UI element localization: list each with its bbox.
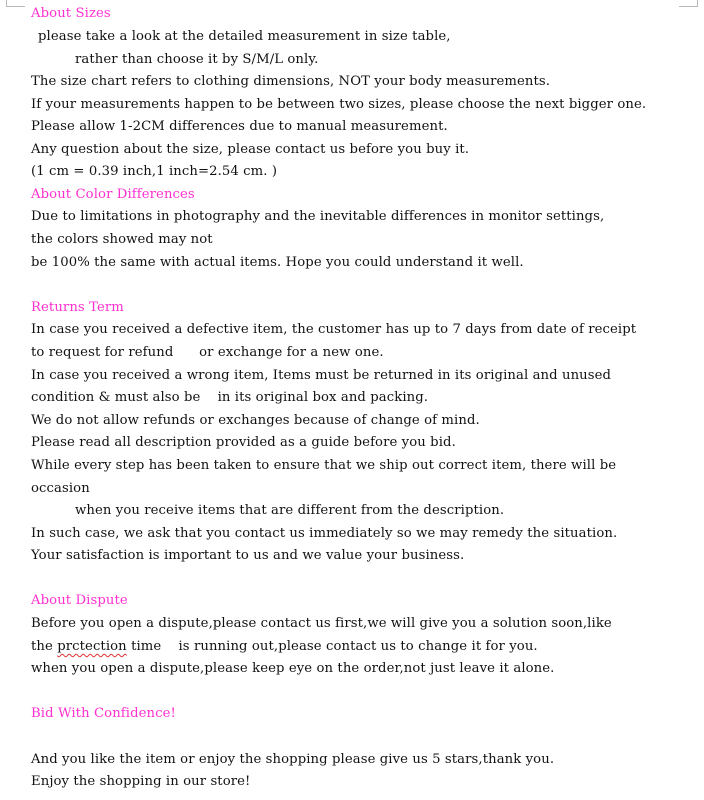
returns-term-heading: Returns Term — [31, 300, 124, 315]
color-line-1: Due to limitations in photography and the inevitable differences in monitor settings, — [31, 209, 605, 224]
sizes-line-4: If your measurements happen to be between two sizes, please choose the next bigger one. — [31, 97, 647, 112]
returns-line-2: to request for refund or exchange for a new one. — [31, 345, 384, 360]
color-line-3: be 100% the same with actual items. Hope you could understand it well. — [31, 255, 524, 270]
dispute-line-1: Before you open a dispute,please contact us first,we will give you a solution soon,like — [31, 616, 612, 631]
about-dispute-heading: About Dispute — [31, 593, 128, 608]
sizes-line-1: please take a look at the detailed measurement in size table, — [38, 29, 451, 44]
page-corner-mark-right — [679, 0, 698, 7]
sizes-line-2: rather than choose it by S/M/L only. — [75, 52, 319, 67]
returns-line-3: In case you received a wrong item, Items must be returned in its original and unused — [31, 368, 612, 383]
about-sizes-heading: About Sizes — [31, 6, 111, 21]
returns-line-7: While every step has been taken to ensure that we ship out correct item, there will be — [31, 458, 617, 473]
returns-line-8: occasion — [31, 481, 90, 496]
dispute-line-2 — [31, 638, 538, 656]
sizes-line-3: The size chart refers to clothing dimensions, NOT your body measurements. — [31, 74, 551, 89]
bid-confidence-heading: Bid With Confidence! — [31, 706, 176, 721]
dispute-line-2-prefix: the — [31, 639, 58, 654]
page-corner-mark-left — [6, 0, 25, 7]
sizes-line-6: Any question about the size, please contact us before you buy it. — [31, 142, 470, 157]
dispute-line-3: when you open a dispute,please keep eye on the order,not just leave it alone. — [31, 661, 555, 676]
returns-line-1: In case you received a defective item, the customer has up to 7 days from date of receipt — [31, 322, 637, 337]
sizes-line-7: (1 cm = 0.39 inch,1 inch=2.54 cm. ) — [31, 164, 278, 179]
returns-line-9: when you receive items that are different from the description. — [75, 503, 505, 518]
misspelled-word: prctection — [57, 639, 127, 654]
color-line-2: the colors showed may not — [31, 232, 213, 247]
returns-line-10: In such case, we ask that you contact us immediately so we may remedy the situation. — [31, 526, 618, 541]
returns-line-5: We do not allow refunds or exchanges because of change of mind. — [31, 413, 480, 428]
returns-line-6: Please read all description provided as a guide before you bid. — [31, 435, 456, 450]
confidence-line-2: Enjoy the shopping in our store! — [31, 774, 251, 789]
sizes-line-5: Please allow 1-2CM differences due to manual measurement. — [31, 119, 448, 134]
returns-line-11: Your satisfaction is important to us and we value your business. — [31, 548, 465, 563]
about-color-heading: About Color Differences — [31, 187, 195, 202]
returns-line-4: condition & must also be in its original box and packing. — [31, 390, 429, 405]
confidence-line-1: And you like the item or enjoy the shopping please give us 5 stars,thank you. — [31, 752, 555, 767]
dispute-line-2-rest: time is running out,please contact us to change it for you. — [131, 639, 538, 654]
